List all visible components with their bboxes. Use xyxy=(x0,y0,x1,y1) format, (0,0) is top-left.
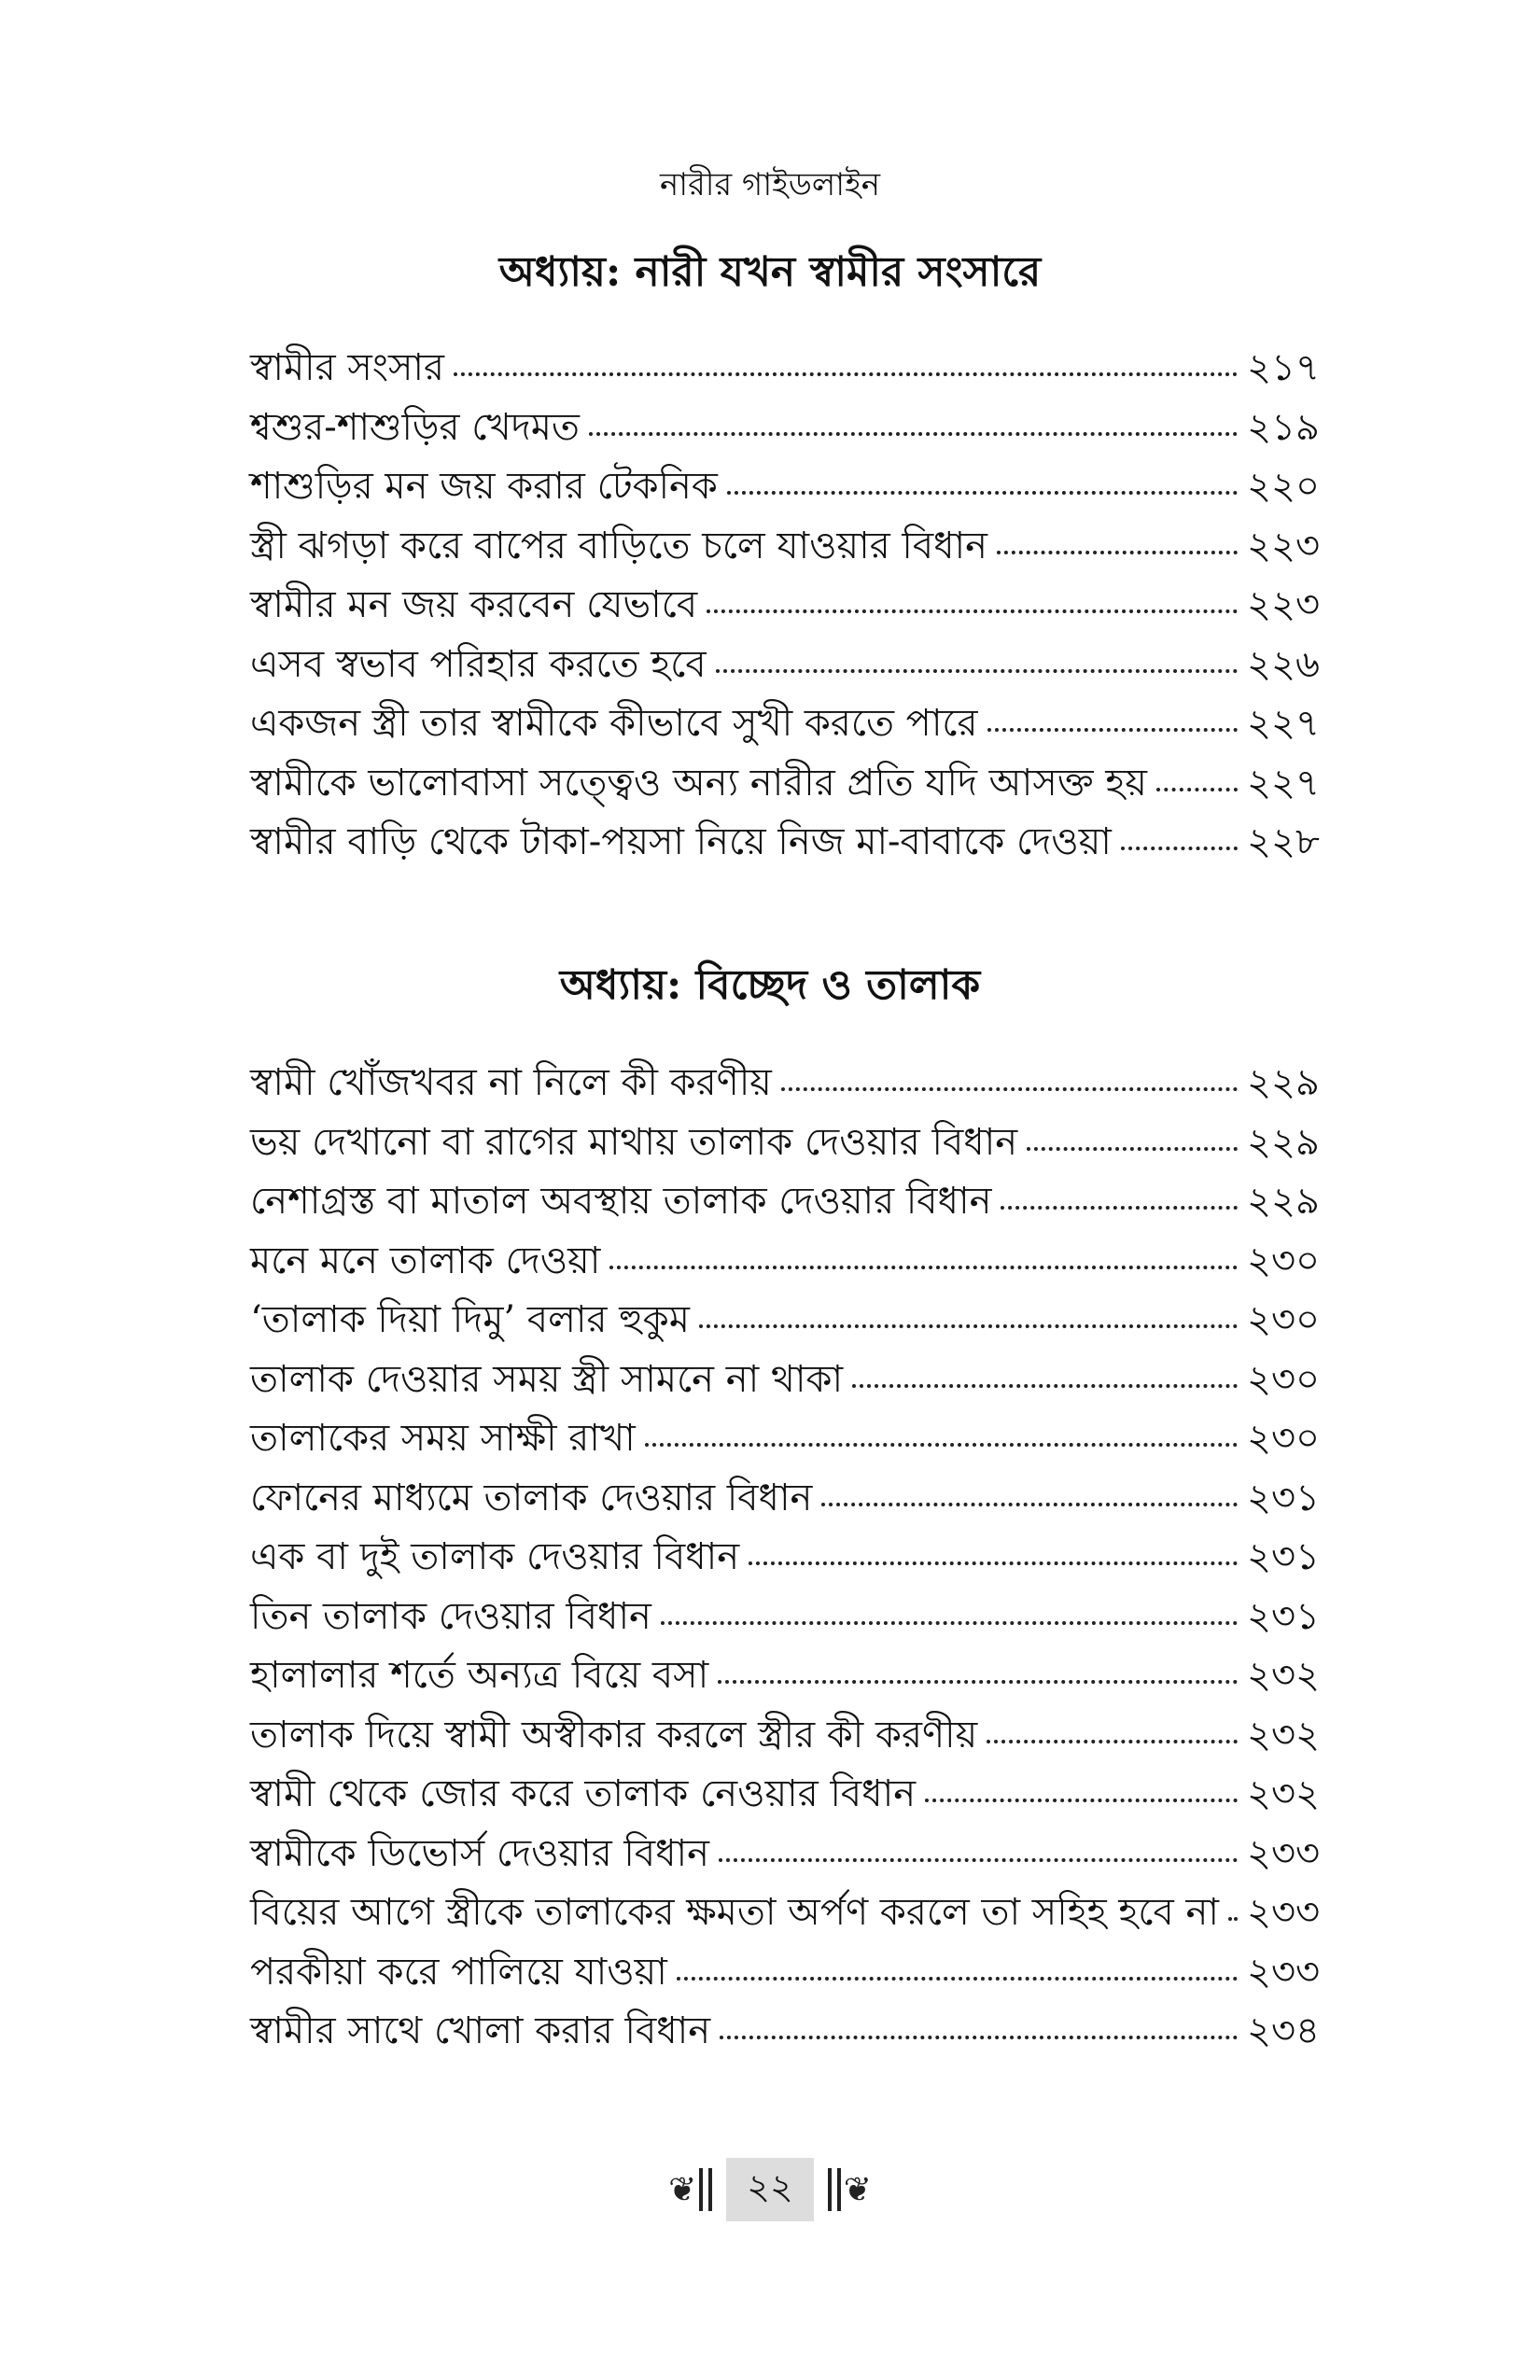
toc-entry-page: ২২৯ xyxy=(1247,1061,1320,1104)
toc-entry-page: ২৩৩ xyxy=(1246,1891,1320,1934)
toc-entry[interactable] xyxy=(250,1231,1320,1291)
toc-entry[interactable] xyxy=(250,1053,1320,1113)
toc-entry[interactable] xyxy=(250,456,1320,516)
dot-leader xyxy=(852,1384,1238,1388)
chapter-title: অধ্যায়: বিচ্ছেদ ও তালাক xyxy=(559,961,981,1009)
dot-leader xyxy=(719,1858,1238,1862)
toc-entry-title: স্বামীর সাথে খোলা করার বিধান xyxy=(250,2009,711,2052)
dot-leader xyxy=(987,1740,1238,1743)
toc-entry-title: নেশাগ্রস্ত বা মাতাল অবস্থায় তালাক দেওয়ার বিধান xyxy=(250,1180,992,1223)
toc-entry[interactable] xyxy=(250,1527,1320,1587)
toc-entry-page: ২৩১ xyxy=(1247,1535,1320,1578)
dot-leader xyxy=(1156,788,1238,791)
toc-entry-page: ২৩৩ xyxy=(1246,1831,1320,1875)
dot-leader xyxy=(609,1266,1238,1269)
toc-entry-title: স্বামী থেকে জোর করে তালাক নেওয়ার বিধান xyxy=(250,1772,917,1815)
toc-entry-page: ২৩০ xyxy=(1246,1357,1320,1401)
chapter-title: অধ্যায়: নারী যখন স্বামীর সংসারে xyxy=(498,248,1042,296)
toc-entry-title: স্বামীকে ভালোবাসা সত্ত্বেও অন্য নারীর প্রতি যদি আসক্ত হয় xyxy=(250,761,1147,805)
toc-entry-page: ২৩১ xyxy=(1247,1476,1320,1519)
dot-leader xyxy=(727,491,1238,495)
toc-entry-page: ২২০ xyxy=(1246,465,1320,508)
toc-entry-title: ভয় দেখানো বা রাগের মাথায় তালাক দেওয়ার বিধান xyxy=(250,1120,1018,1164)
floral-ornament-icon: ❦ xyxy=(825,2168,872,2211)
dot-leader xyxy=(645,1443,1238,1447)
toc-entry-title: শ্বশুর-শাশুড়ির খেদমত xyxy=(250,405,580,449)
toc-entry-page: ২৩১ xyxy=(1247,1594,1320,1638)
toc-entry-page: ২২৭ xyxy=(1246,761,1320,805)
toc-entry-title: তালাক দিয়ে স্বামী অস্বীকার করলে স্ত্রীর কী করণীয় xyxy=(250,1713,978,1757)
dot-leader xyxy=(1001,1206,1238,1210)
dot-leader xyxy=(454,372,1238,376)
dot-leader xyxy=(1121,847,1238,850)
toc-entry-page: ২৩২ xyxy=(1246,1772,1320,1815)
toc-entry-page: ২৩০ xyxy=(1246,1298,1320,1341)
toc-entry-title: স্বামীর বাড়ি থেকে টাকা-পয়সা নিয়ে নিজ মা-বাবাকে দেওয়া xyxy=(250,820,1112,863)
toc-entry-page: ২৩০ xyxy=(1246,1239,1320,1282)
dot-leader xyxy=(997,551,1238,554)
toc-entry-title: স্ত্রী ঝগড়া করে বাপের বাড়িতে চলে যাওয়ার বিধান xyxy=(250,524,988,567)
toc-entry[interactable] xyxy=(250,1587,1320,1646)
toc-entry-page: ২২৩ xyxy=(1246,524,1320,567)
toc-entry-page: ২২৬ xyxy=(1246,642,1320,686)
dot-leader xyxy=(1027,1147,1238,1151)
dot-leader xyxy=(677,1977,1238,1981)
dot-leader xyxy=(718,1680,1238,1684)
toc-entry-title: ফোনের মাধ্যমে তালাক দেওয়ার বিধান xyxy=(250,1476,813,1519)
toc-entry-page: ২১৯ xyxy=(1247,405,1320,449)
toc-entry-page: ২২৯ xyxy=(1247,1120,1320,1164)
toc-entry-page: ২২৯ xyxy=(1247,1180,1320,1223)
toc-entry[interactable] xyxy=(250,338,1320,398)
page-footer xyxy=(0,2158,1540,2221)
toc-entry-title: স্বামীকে ডিভোর্স দেওয়ার বিধান xyxy=(250,1831,710,1875)
toc-list xyxy=(250,1053,1320,2061)
toc-entry-page: ২২৩ xyxy=(1246,583,1320,626)
toc-entry[interactable] xyxy=(250,1942,1320,2002)
toc-entry-title: তিন তালাক দেওয়ার বিধান xyxy=(250,1594,651,1638)
toc-entry-title: এক বা দুই তালাক দেওয়ার বিধান xyxy=(250,1535,740,1578)
toc-entry[interactable] xyxy=(250,1883,1320,1942)
toc-entry[interactable] xyxy=(250,1645,1320,1705)
toc-entry-page: ২১৭ xyxy=(1247,346,1320,389)
toc-entry[interactable] xyxy=(250,1468,1320,1528)
toc-list xyxy=(250,338,1320,872)
toc-entry[interactable] xyxy=(250,575,1320,635)
toc-entry-page: ২৩২ xyxy=(1246,1713,1320,1757)
dot-leader xyxy=(589,432,1238,436)
toc-entry[interactable] xyxy=(250,516,1320,576)
dot-leader xyxy=(699,1324,1238,1328)
toc-entry[interactable] xyxy=(250,1705,1320,1765)
toc-entry-title: পরকীয়া করে পালিয়ে যাওয়া xyxy=(250,1950,667,1994)
toc-entry-page: ২৩০ xyxy=(1246,1417,1320,1460)
toc-entry[interactable] xyxy=(250,1113,1320,1172)
dot-leader xyxy=(781,1087,1238,1091)
dot-leader xyxy=(987,728,1238,732)
dot-leader xyxy=(720,2036,1238,2039)
toc-entry-title: একজন স্ত্রী তার স্বামীকে কীভাবে সুখী করতে পারে xyxy=(250,702,978,745)
dot-leader xyxy=(716,669,1238,673)
toc-entry-title: স্বামীর মন জয় করবেন যেভাবে xyxy=(250,583,698,626)
toc-entry[interactable] xyxy=(250,1350,1320,1409)
toc-entry[interactable] xyxy=(250,1171,1320,1231)
toc-entry[interactable] xyxy=(250,398,1320,457)
toc-entry-title: মনে মনে তালাক দেওয়া xyxy=(250,1239,601,1282)
dot-leader xyxy=(749,1561,1238,1565)
dot-leader xyxy=(821,1503,1238,1506)
toc-entry[interactable] xyxy=(250,635,1320,694)
toc-entry-title: হালালার শর্তে অন্যত্র বিয়ে বসা xyxy=(250,1654,709,1697)
dot-leader xyxy=(707,609,1238,613)
toc-entry[interactable] xyxy=(250,812,1320,872)
toc-entry-page: ২৩২ xyxy=(1246,1654,1320,1697)
toc-entry-title: তালাক দেওয়ার সময় স্ত্রী সামনে না থাকা xyxy=(250,1357,844,1401)
toc-entry-page: ২৩৩ xyxy=(1246,1950,1320,1994)
toc-entry[interactable] xyxy=(250,753,1320,813)
toc-entry[interactable] xyxy=(250,693,1320,753)
toc-entry-title: শাশুড়ির মন জয় করার টেকনিক xyxy=(250,465,718,508)
toc-entry[interactable] xyxy=(250,1290,1320,1350)
toc-entry-page: ২৩৪ xyxy=(1247,2009,1320,2052)
floral-ornament-icon: ❦ xyxy=(668,2168,715,2211)
toc-entry-title: এসব স্বভাব পরিহার করতে হবে xyxy=(250,642,707,686)
running-head: নারীর গাইডলাইন xyxy=(659,166,881,203)
toc-entry[interactable] xyxy=(250,2001,1320,2061)
toc-entry-title: ‘তালাক দিয়া দিমু’ বলার হুকুম xyxy=(250,1298,690,1341)
page-number: ২২ xyxy=(726,2158,813,2221)
toc-entry-title: স্বামীর সংসার xyxy=(250,346,444,389)
toc-entry[interactable] xyxy=(250,1764,1320,1824)
toc-entry-title: তালাকের সময় সাক্ষী রাখা xyxy=(250,1417,636,1460)
toc-entry-title: বিয়ের আগে স্ত্রীকে তালাকের ক্ষমতা অর্পণ করলে তা সহিহ হবে না xyxy=(250,1891,1219,1934)
dot-leader xyxy=(925,1799,1238,1802)
toc-entry[interactable] xyxy=(250,1824,1320,1883)
toc-entry-page: ২২৭ xyxy=(1246,702,1320,745)
toc-entry-page: ২২৮ xyxy=(1247,820,1320,863)
dot-leader xyxy=(1228,1917,1238,1921)
toc-entry[interactable] xyxy=(250,1408,1320,1468)
toc-entry-title: স্বামী খোঁজখবর না নিলে কী করণীয় xyxy=(250,1061,772,1104)
dot-leader xyxy=(661,1621,1238,1625)
